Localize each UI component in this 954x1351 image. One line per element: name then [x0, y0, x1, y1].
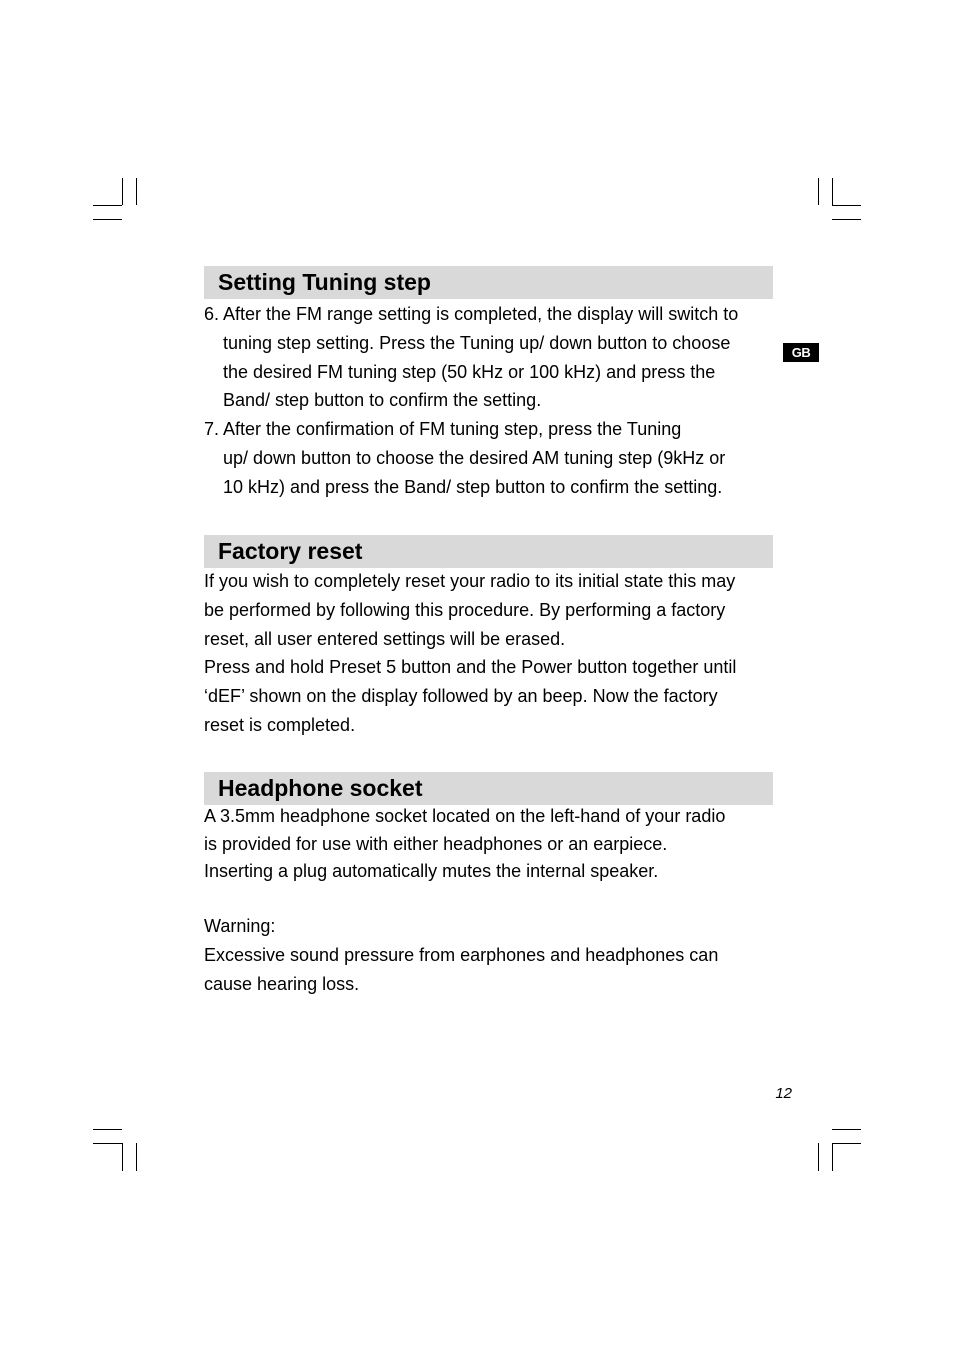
crop-mark — [832, 1129, 861, 1130]
section-header-headphone-socket — [204, 772, 773, 805]
section-title: Factory reset — [218, 538, 363, 564]
crop-mark — [136, 1143, 137, 1171]
text-line: Band/ step button to confirm the setting. — [223, 390, 542, 411]
crop-mark — [122, 1143, 123, 1171]
text-line: Press and hold Preset 5 button and the Power button together until — [204, 657, 737, 678]
text-line: reset is completed. — [204, 714, 356, 735]
text-line: 10 kHz) and press the Band/ step button to confirm the setting. — [223, 476, 723, 497]
text-line: Excessive sound pressure from earphones and headphones can — [204, 944, 719, 965]
text-line: A 3.5mm headphone socket located on the left-hand of your radio — [204, 806, 726, 826]
crop-mark — [832, 1143, 833, 1171]
list-item — [204, 300, 764, 415]
factory-reset-text — [204, 567, 764, 740]
crop-mark — [832, 1143, 861, 1144]
headphone-socket-text — [204, 803, 764, 886]
crop-mark — [93, 1143, 122, 1144]
warning-label: Warning: — [204, 916, 276, 936]
section-header-tuning-step — [204, 266, 773, 299]
crop-mark — [93, 219, 122, 220]
list-item — [204, 415, 764, 501]
section-header-factory-reset — [204, 535, 773, 568]
text-line: up/ down button to choose the desired AM tuning step (9kHz or — [223, 447, 726, 468]
text-line: is provided for use with either headphones or an earpiece. — [204, 833, 668, 854]
crop-mark — [93, 205, 122, 206]
text-line: Inserting a plug automatically mutes the internal speaker. — [204, 861, 659, 881]
list-item-number: 7. — [204, 419, 220, 440]
text-line: cause hearing loss. — [204, 973, 360, 994]
text-line: If you wish to completely reset your radio to its initial state this may — [204, 571, 736, 591]
text-line: reset, all user entered settings will be erased. — [204, 628, 566, 649]
warning-text — [204, 912, 764, 998]
section-title: Setting Tuning step — [218, 269, 431, 295]
text-line: the desired FM tuning step (50 kHz or 100 kHz) and press the — [223, 361, 716, 382]
page-number: 12 — [775, 1085, 792, 1102]
list-item-number: 6. — [204, 304, 220, 324]
crop-mark — [832, 205, 861, 206]
text-line: be performed by following this procedure. By performing a factory — [204, 599, 726, 620]
crop-mark — [93, 1129, 122, 1130]
crop-mark — [832, 219, 861, 220]
text-line: After the confirmation of FM tuning step, press the Tuning — [223, 419, 682, 440]
crop-mark — [136, 178, 137, 205]
crop-mark — [818, 178, 819, 205]
section-title: Headphone socket — [218, 775, 423, 801]
crop-mark — [832, 178, 833, 205]
text-line: After the FM range setting is completed, the display will switch to — [223, 304, 739, 324]
tuning-step-list — [204, 300, 764, 502]
crop-mark — [818, 1143, 819, 1171]
crop-mark — [122, 178, 123, 205]
text-line: tuning step setting. Press the Tuning up/ down button to choose — [223, 332, 731, 353]
text-line: ‘dEF’ shown on the display followed by an beep. Now the factory — [204, 686, 718, 707]
language-tab: GB — [783, 343, 819, 362]
